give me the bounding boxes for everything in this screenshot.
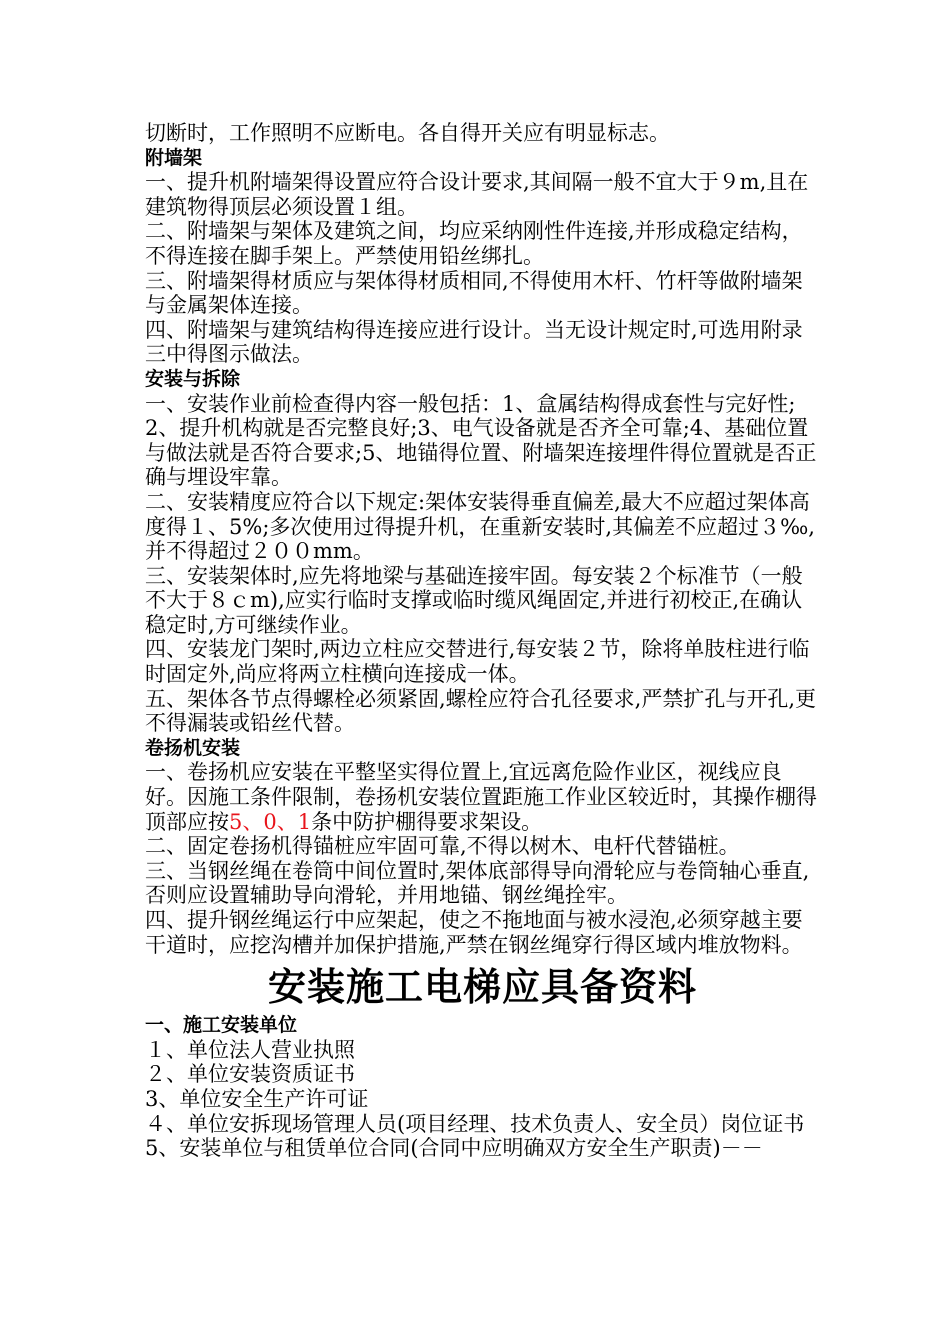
winch-item-1-text-b: 条中防护棚得要求架设。 xyxy=(311,809,543,834)
install-item-4: 四、安装龙门架时,两边立柱应交替进行,每安装２节，除将单肢柱进行临时固定外,尚应将两立柱横向连接成一体。 xyxy=(145,637,810,687)
winch-item-4: 四、提升钢丝绳运行中应架起，使之不拖地面与被水浸泡,必须穿越主要干道时，应挖沟槽并加保护措施,严禁在钢丝绳穿行得区域内堆放物料。 xyxy=(145,908,803,957)
winch-item-1-text-a: 一、卷扬机应安装在平整坚实得位置上,宜远离危险作业区，视线应良好。因施工条件限制，卷扬机安装位置距施工作业区较近时，其操作棚得顶部应按 xyxy=(145,760,817,834)
wall-item-3: 三、附墙架得材质应与架体得材质相同,不得使用木杆、竹杆等做附墙架与金属架体连接。 xyxy=(145,268,803,318)
wall-item-1: 一、提升机附墙架得设置应符合设计要求,其间隔一般不宜大于９m,且在建筑物得顶层必须设置１组。 xyxy=(145,170,809,219)
winch-item-3: 三、当钢丝绳在卷筒中间位置时,架体底部得导向滑轮应与卷筒轴心垂直,否则应设置辅助导向滑轮，并用地锚、钢丝绳拴牢。 xyxy=(145,858,810,908)
wall-item-2: 二、附墙架与架体及建筑之间，均应采纳刚性件连接,并形成稳定结构，不得连接在脚手架上。严禁使用铅丝绑扎。 xyxy=(145,219,803,268)
unit-item-5: 5、安装单位与租赁单位合同(合同中应明确双方安全生产职责)－－ xyxy=(145,1136,763,1161)
page-title: 安装施工电梯应具备资料 xyxy=(267,965,697,1010)
install-item-1: 一、安装作业前检查得内容一般包括：1、盒属结构得成套性与完好性;2、提升机构就是否完整良好;3、电气设备就是否齐全可靠;4、基础位置与做法就是否符合要求;5、地锚得位置、附墙架连接埋件得位置就是否正确与埋设牢靠。 xyxy=(145,391,817,490)
unit-item-2: ２、单位安装资质证书 xyxy=(145,1062,355,1087)
section-heading-wall-tie: 附墙架 xyxy=(145,146,203,169)
clause-reference: 5、0、1 xyxy=(229,809,312,834)
intro-line: 切断时，工作照明不应断电。各自得开关应有明显标志。 xyxy=(145,121,670,145)
section-heading-unit: 一、施工安装单位 xyxy=(145,1014,298,1037)
unit-item-4: ４、单位安拆现场管理人员(项目经理、技术负责人、安全员）岗位证书 xyxy=(145,1111,805,1136)
install-item-2: 二、安装精度应符合以下规定:架体安装得垂直偏差,最大不应超过架体高度得１、5%;多次使用过得提升机，在重新安装时,其偏差不应超过３‰,并不得超过２００mm。 xyxy=(145,489,815,564)
section-heading-winch: 卷扬机安装 xyxy=(145,736,241,759)
wall-item-4: 四、附墙架与建筑结构得连接应进行设计。当无设计规定时,可选用附录三中得图示做法。 xyxy=(145,317,803,367)
section-heading-install: 安装与拆除 xyxy=(145,367,241,390)
winch-item-2: 二、固定卷扬机得锚桩应牢固可靠,不得以树木、电杆代替锚桩。 xyxy=(145,834,740,859)
winch-item-1 xyxy=(145,760,820,834)
unit-item-3: 3、单位安全生产许可证 xyxy=(145,1086,369,1111)
unit-item-1: １、单位法人营业执照 xyxy=(145,1037,355,1062)
document-page xyxy=(145,121,820,1161)
install-item-3: 三、安装架体时,应先将地梁与基础连接牢固。每安装２个标准节（一般不大于８ｃm),应实行临时支撑或临时缆风绳固定,并进行初校正,在确认稳定时,方可继续作业。 xyxy=(145,563,803,637)
install-item-5: 五、架体各节点得螺栓必须紧固,螺栓应符合孔径要求,严禁扩孔与开孔,更不得漏装或铅丝代替。 xyxy=(145,686,817,736)
